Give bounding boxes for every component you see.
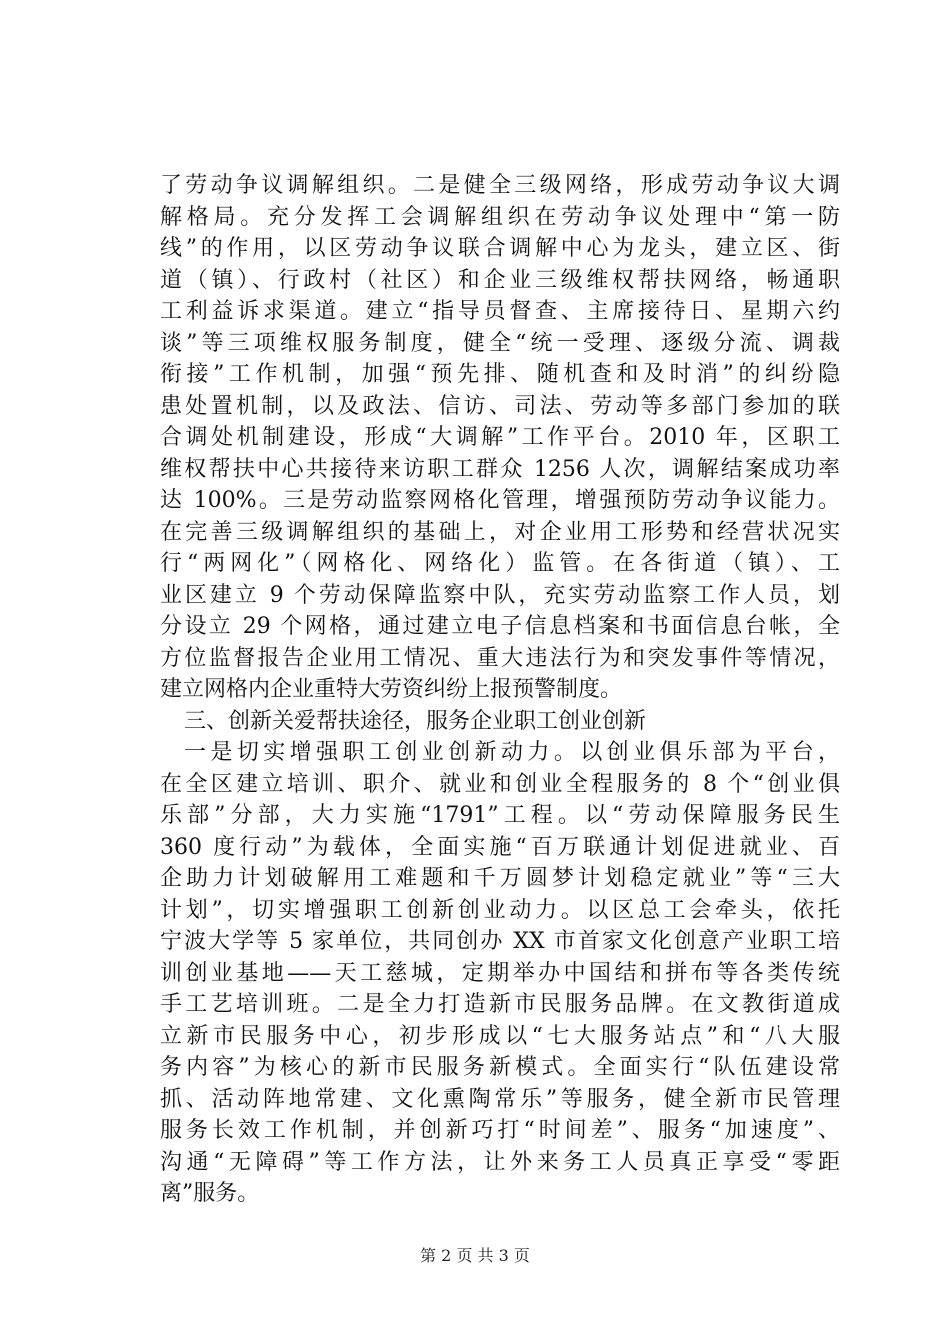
text-line: 在完善三级调解组织的基础上，对企业用工形势和经营状况实 (160, 519, 840, 545)
text-line: 业区建立 9 个劳动保障监察中队，充实劳动监察工作人员，划 (160, 582, 840, 608)
text-line: 抓、活动阵地常建、文化熏陶常乐”等服务，健全新市民管理 (160, 1086, 840, 1112)
paragraph-dispute-mediation (160, 170, 840, 706)
text-line: 解格局。充分发挥工会调解组织在劳动争议处理中“第一防 (160, 204, 840, 230)
text-line: 工利益诉求渠道。建立“指导员督查、主席接待日、星期六约 (160, 299, 840, 324)
text-line: 患处置机制，以及政法、信访、司法、劳动等多部门参加的联 (160, 393, 840, 419)
text-line: 方位监督报告企业用工情况、重大违法行为和突发事件等情况， (160, 645, 840, 671)
text-line: 企助力计划破解用工难题和千万圆梦计划稳定就业”等“三大 (160, 866, 840, 891)
text-line: 训创业基地——天工慈城，定期举办中国结和拼布等各类传统 (160, 960, 840, 986)
text-line: 计划”，切实增强职工创新创业动力。以区总工会牵头，依托 (160, 897, 840, 923)
text-line: 分设立 29 个网格，通过建立电子信息档案和书面信息台帐，全 (160, 614, 840, 639)
text-line: 乐部”分部，大力实施“1791”工程。以“劳动保障服务民生 (160, 803, 840, 828)
text-line: 立新市民服务中心，初步形成以“七大服务站点”和“八大服 (160, 1023, 840, 1049)
text-line: 达 100%。三是劳动监察网格化管理，增强预防劳动争议能力。 (160, 488, 840, 513)
text-line: 沟通“无障碍”等工作方法，让外来务工人员真正享受“零距 (160, 1149, 840, 1175)
section-heading (160, 706, 840, 738)
text-line: 维权帮扶中心共接待来访职工群众 1256 人次，调解结案成功率 (160, 456, 840, 482)
text-line: 合调处机制建设，形成“大调解”工作平台。2010 年，区职工 (160, 425, 840, 450)
text-line: 服务长效工作机制，并创新巧打“时间差”、服务“加速度”、 (160, 1118, 840, 1143)
text-line: 在全区建立培训、职介、就业和创业全程服务的 8 个“创业俱 (160, 771, 840, 797)
text-line: 建立网格内企业重特大劳资纠纷上报预警制度。 (160, 677, 623, 702)
text-line: 线”的作用，以区劳动争议联合调解中心为龙头，建立区、街 (160, 236, 840, 261)
text-line: 手工艺培训班。二是全力打造新市民服务品牌。在文教街道成 (160, 992, 840, 1017)
paragraph-entrepreneurship (160, 737, 840, 1210)
page-number-footer: 第 2 页 共 3 页 (420, 1246, 530, 1265)
text-line: 行“两网化”（网格化、网络化）监管。在各街道（镇）、工 (160, 551, 840, 576)
text-line: 谈”等三项维权服务制度，健全“统一受理、逐级分流、调裁 (160, 330, 840, 356)
document-body (160, 170, 840, 1210)
text-line: 了劳动争议调解组织。二是健全三级网络，形成劳动争议大调 (160, 173, 840, 198)
section-heading-text: 三、创新关爱帮扶途径，服务企业职工创业创新 (184, 708, 647, 734)
text-line: 衔接”工作机制，加强“预先排、随机查和及时消”的纠纷隐 (160, 362, 840, 387)
text-line: 务内容”为核心的新市民服务新模式。全面实行“队伍建设常 (160, 1055, 840, 1080)
text-line: 360 度行动”为载体，全面实施“百万联通计划促进就业、百 (160, 834, 840, 860)
text-line: 一是切实增强职工创业创新动力。以创业俱乐部为平台， (184, 740, 840, 765)
text-line: 宁波大学等 5 家单位，共同创办 XX 市首家文化创意产业职工培 (160, 929, 840, 954)
text-line: 道（镇）、行政村（社区）和企业三级维权帮扶网络，畅通职 (160, 267, 840, 293)
text-line: 离”服务。 (160, 1181, 260, 1206)
